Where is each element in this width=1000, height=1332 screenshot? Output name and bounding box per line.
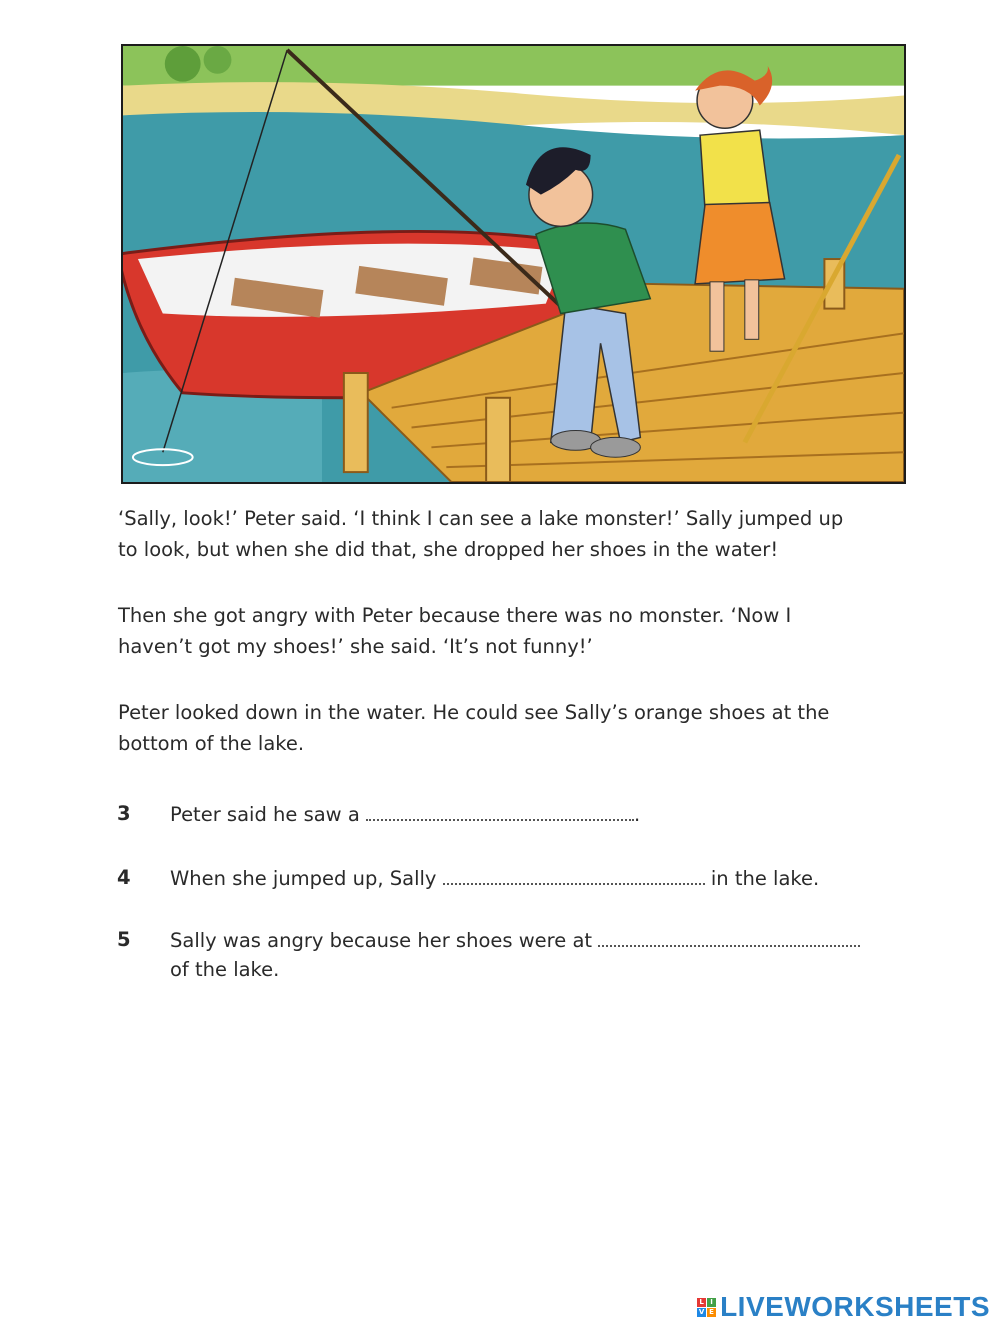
story-line: Then she got angry with Peter because there was no monster. ‘Now I xyxy=(118,604,792,627)
bush xyxy=(204,46,232,74)
story-line: Peter looked down in the water. He could see Sally’s orange shoes at the xyxy=(118,701,830,724)
dock-post xyxy=(486,398,510,482)
question-5 xyxy=(170,926,860,984)
bush xyxy=(165,46,201,82)
brand-name: LIVEWORKSHEETS xyxy=(720,1291,990,1322)
logo-letter: L xyxy=(697,1298,706,1307)
question-4 xyxy=(170,864,819,893)
far-grass xyxy=(123,46,904,86)
question-text: Sally was angry because her shoes were at xyxy=(170,929,593,952)
story-line: to look, but when she did that, she dropped her shoes in the water! xyxy=(118,538,779,561)
story-paragraph-2 xyxy=(118,600,918,662)
answer-blank-5[interactable] xyxy=(598,931,860,947)
question-text: . xyxy=(634,803,641,826)
answer-blank-3[interactable] xyxy=(366,805,634,821)
question-number: 3 xyxy=(117,802,131,825)
story-paragraph-1 xyxy=(118,503,918,565)
logo-icon xyxy=(697,1298,716,1317)
dock-post xyxy=(344,373,368,472)
question-text: of the lake. xyxy=(170,958,280,981)
question-3 xyxy=(170,800,640,829)
lake-fishing-illustration xyxy=(121,44,906,484)
illustration-svg xyxy=(123,46,904,482)
question-text: When she jumped up, Sally xyxy=(170,867,437,890)
story-line: haven’t got my shoes!’ she said. ‘It’s not funny!’ xyxy=(118,635,593,658)
story-line: ‘Sally, look!’ Peter said. ‘I think I can see a lake monster!’ Sally jumped up xyxy=(118,507,844,530)
logo-letter: E xyxy=(707,1308,716,1317)
question-text: Peter said he saw a xyxy=(170,803,360,826)
logo-letter: I xyxy=(707,1298,716,1307)
story-paragraph-3 xyxy=(118,697,918,759)
logo-letter: V xyxy=(698,1307,705,1316)
liveworksheets-logo[interactable] xyxy=(697,1290,990,1324)
answer-blank-4[interactable] xyxy=(443,869,705,885)
story-line: bottom of the lake. xyxy=(118,732,305,755)
question-number: 5 xyxy=(117,928,131,951)
question-number: 4 xyxy=(117,866,131,889)
question-text: in the lake. xyxy=(710,867,820,890)
